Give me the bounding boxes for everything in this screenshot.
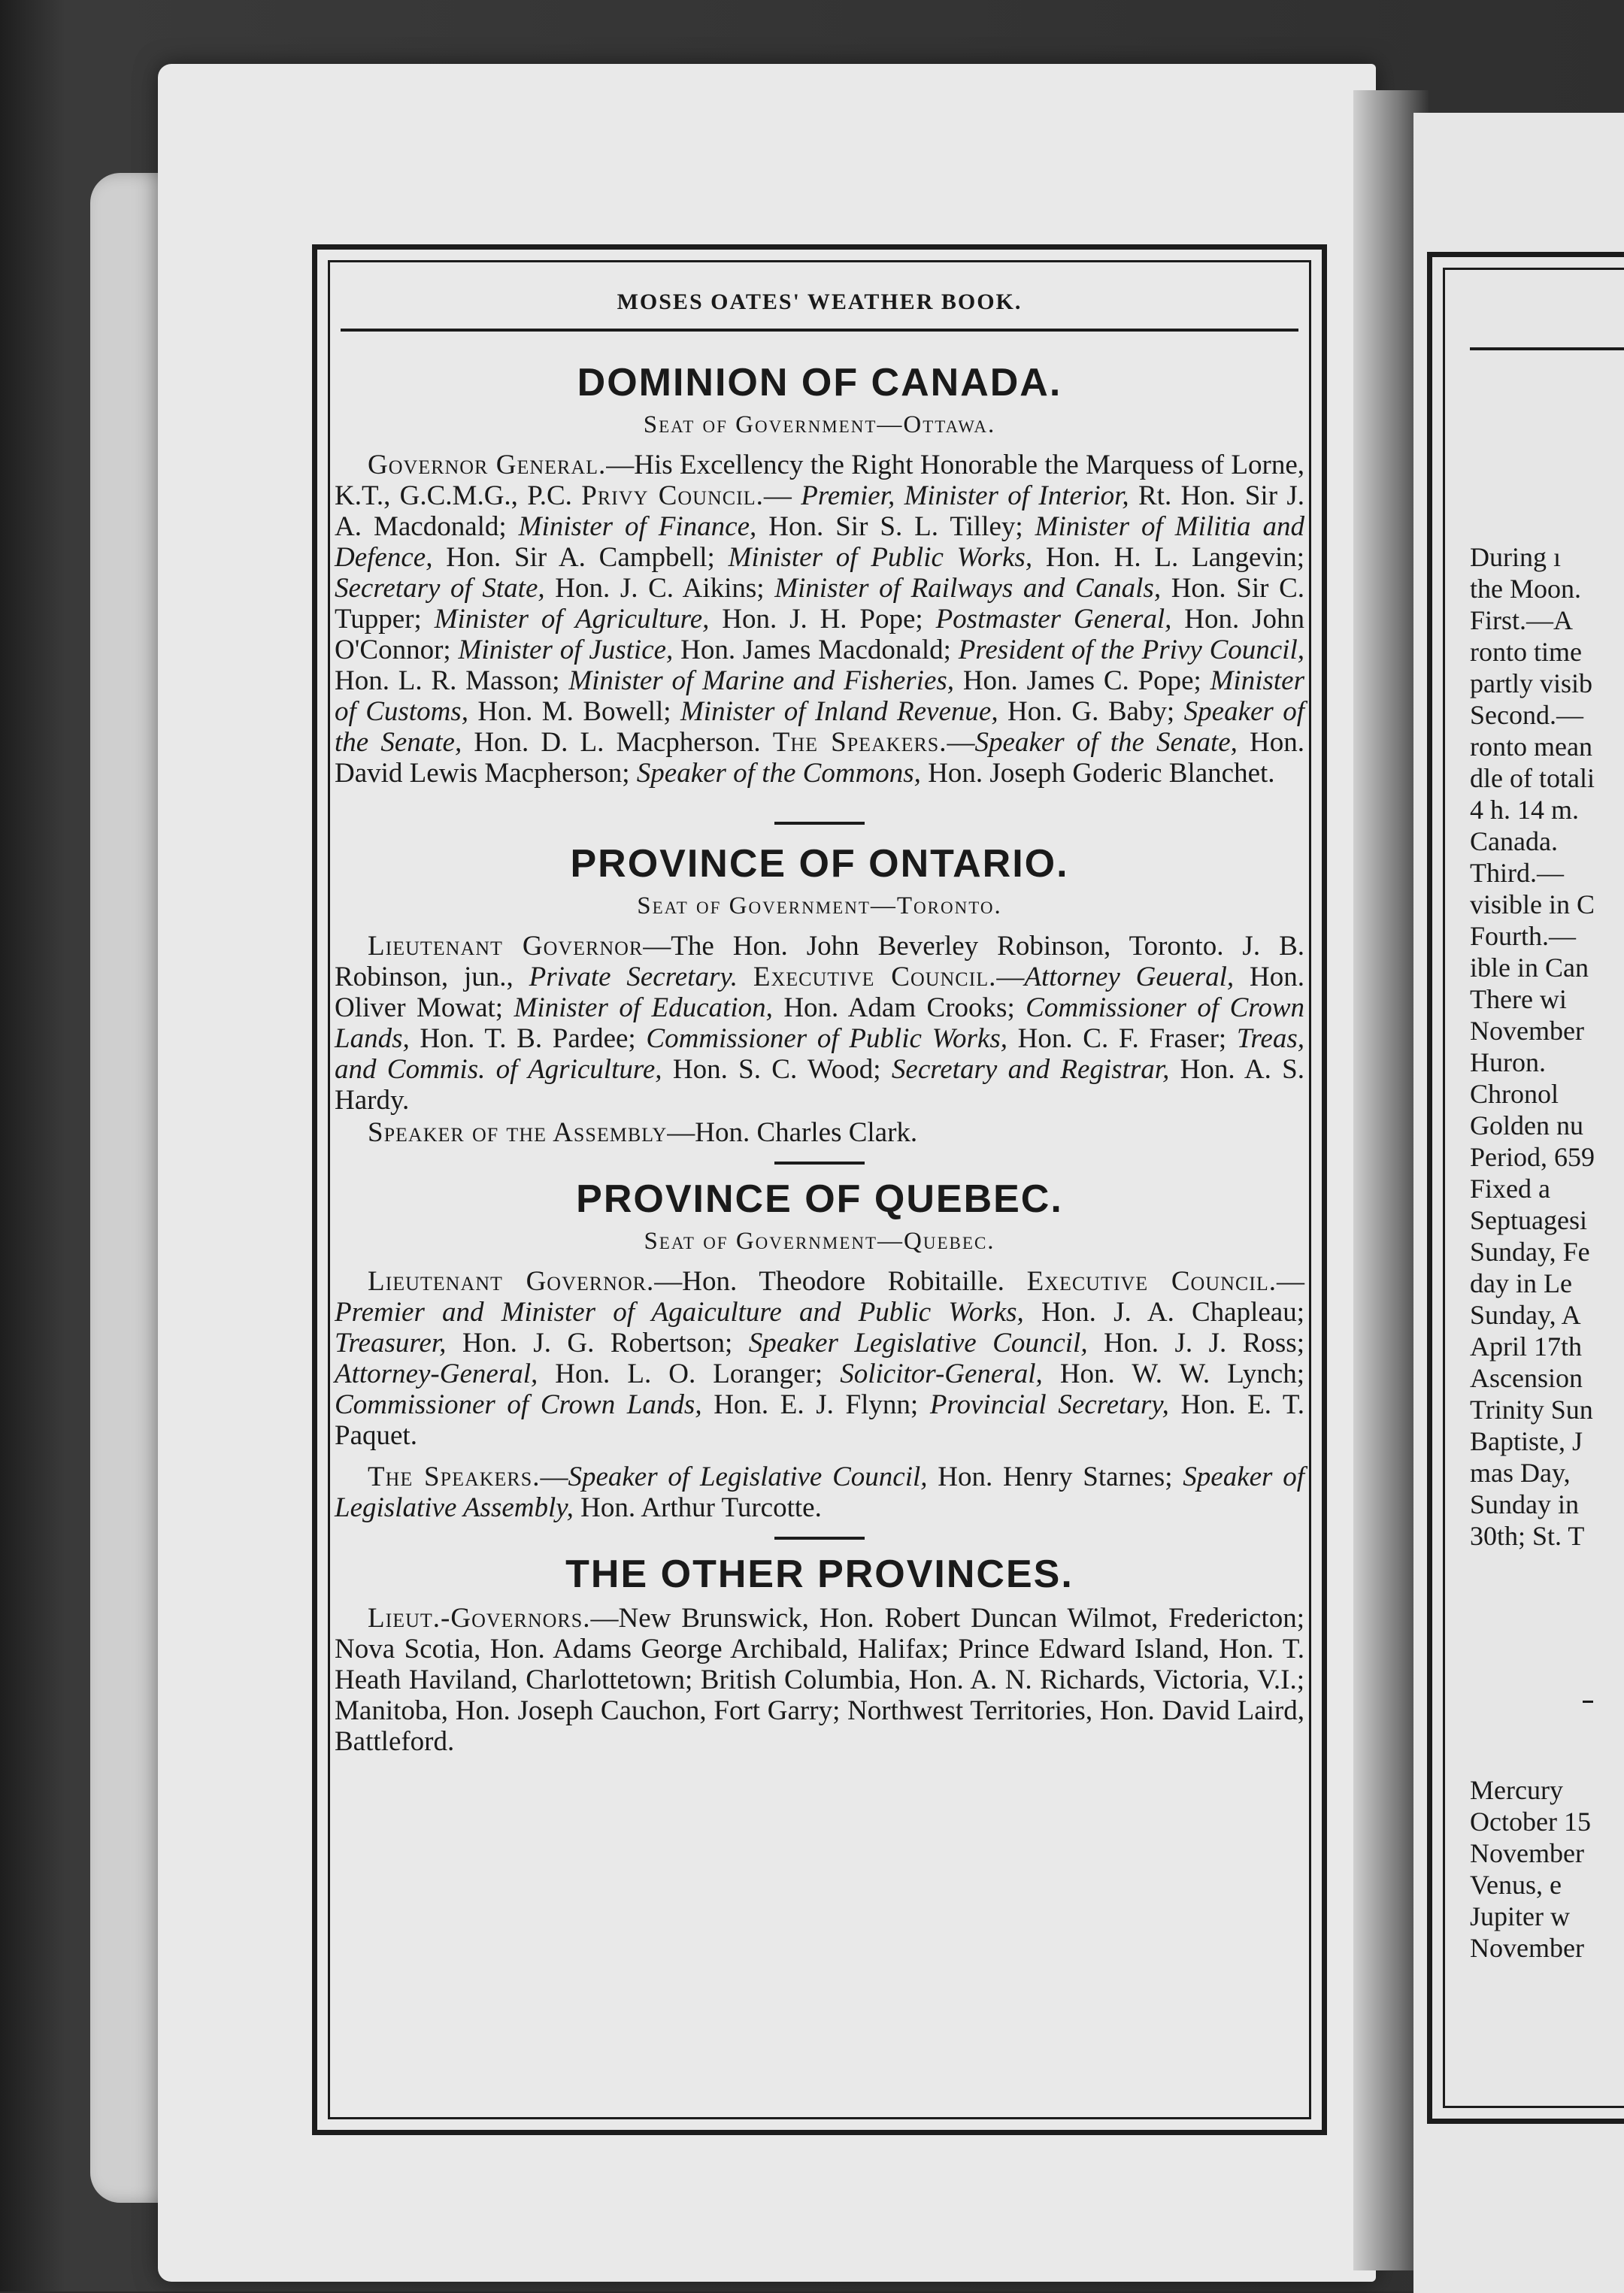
text-run: Hon. J. G. Robertson; <box>446 1328 749 1359</box>
text-run: The Speakers. <box>772 727 947 758</box>
text-run: Hon. Sir S. L. Tilley; <box>756 511 1035 542</box>
right-page-line: ible in Can <box>1470 953 1589 983</box>
right-page-line: November <box>1470 1838 1584 1868</box>
text-run: Hon. Henry Starnes; <box>927 1462 1183 1492</box>
section-separator <box>774 822 865 825</box>
right-page-line: Mercury <box>1470 1775 1563 1805</box>
section-dominion <box>335 360 1304 789</box>
right-page-line: day in Le <box>1470 1268 1572 1298</box>
text-run: Attorney Geueral, <box>1024 962 1235 992</box>
text-run: Speaker of the Senate, <box>335 696 1305 758</box>
text-run: —The Hon. John Beverley Robinson, Toronto. J. B. Robinson, jun., <box>335 931 1304 992</box>
right-page-line: Third.— <box>1470 858 1564 888</box>
text-run: Speaker of the Assembly <box>368 1117 668 1148</box>
text-run: Commissioner of Crown Lands, <box>335 992 1304 1054</box>
right-page-line: 30th; St. T <box>1470 1521 1585 1551</box>
right-page-line: ronto mean <box>1470 732 1592 762</box>
text-run: — <box>763 480 801 511</box>
right-page-line: Septuagesi <box>1470 1205 1587 1235</box>
text-run: Premier, Minister of Interior, <box>801 480 1129 511</box>
text-run: Lieutenant Governor <box>368 931 644 962</box>
text-run: Hon. Oliver Mowat; <box>335 962 1305 1023</box>
text-run: — <box>947 727 975 758</box>
seat-quebec: Seat of Government—Quebec. <box>644 1228 995 1255</box>
right-page-line: Sunday, A <box>1470 1300 1581 1330</box>
text-run: Speaker of the Senate, <box>974 727 1238 758</box>
text-run: Speaker of Legislative Assembly, <box>335 1462 1304 1523</box>
right-page-line: Sunday, Fe <box>1470 1237 1590 1267</box>
text-run: Hon. J. J. Ross; <box>1087 1328 1304 1359</box>
text-run: Minister of Marine and Fisheries, <box>568 665 955 696</box>
text-run: Hon. S. C. Wood; <box>662 1054 892 1085</box>
text-run: Hon. H. L. Langevin; <box>1032 542 1304 573</box>
text-run: Hon. G. Baby; <box>998 696 1184 727</box>
text-run: Premier and Minister of Agaiculture and Public Works, <box>335 1297 1024 1328</box>
right-page-line: Fixed a <box>1470 1174 1550 1204</box>
text-run: Treas, and Commis. of Agriculture, <box>335 1023 1305 1085</box>
text-run: Hon. Joseph Goderic Blanchet. <box>920 758 1275 789</box>
section-other-provinces <box>335 1552 1304 1757</box>
right-page-line: Fourth.— <box>1470 921 1577 951</box>
text-run: Rt. Hon. Sir J. A. Macdonald; <box>335 480 1305 542</box>
text-run: Speaker of Legislative Council, <box>568 1462 928 1492</box>
right-page-line: mas Day, <box>1470 1458 1571 1488</box>
right-page-line: Golden nu <box>1470 1110 1583 1140</box>
section-separator <box>774 1162 865 1165</box>
text-run: Secretary and Registrar, <box>891 1054 1170 1085</box>
right-page-line: 4 h. 14 m. <box>1470 795 1580 825</box>
right-page-line: Trinity Sun <box>1470 1395 1593 1425</box>
text-run: Postmaster General, <box>935 604 1172 635</box>
section-title-other: THE OTHER PROVINCES. <box>565 1552 1074 1596</box>
text-run: Hon. L. O. Loranger; <box>538 1359 841 1389</box>
section-title-quebec: PROVINCE OF QUEBEC. <box>576 1177 1063 1221</box>
text-run: Hon. John O'Connor; <box>335 604 1305 665</box>
text-run: Minister of Education, <box>514 992 773 1023</box>
text-run: Private Secretary. <box>529 962 738 992</box>
text-run: Hon. James C. Pope; <box>954 665 1210 696</box>
text-run: Hon. A. S. Hardy. <box>335 1054 1304 1116</box>
right-page-line: visible in C <box>1470 889 1595 919</box>
text-run: Hon. Adam Crooks; <box>772 992 1026 1023</box>
text-run: Hon. Sir C. Tupper; <box>335 573 1305 635</box>
text-run: Speaker Legislative Council, <box>748 1328 1088 1359</box>
text-run: Minister of Public Works, <box>728 542 1033 573</box>
right-page-line: Canada. <box>1470 826 1558 856</box>
text-run: Minister of Militia and Defence, <box>335 511 1304 573</box>
right-page-line: Chronol <box>1470 1079 1559 1109</box>
text-run: Hon. T. B. Pardee; <box>409 1023 647 1054</box>
text-run: Minister of Customs, <box>335 665 1304 727</box>
text-run: Executive Council. <box>1026 1266 1277 1297</box>
text-run: Hon. James Macdonald; <box>673 635 959 665</box>
right-page-line: April 17th <box>1470 1331 1582 1362</box>
right-page-line: the Moon. <box>1470 574 1581 604</box>
header-rule <box>341 329 1298 332</box>
text-run: The Speakers. <box>368 1462 541 1492</box>
right-page-line: Jupiter w <box>1470 1901 1570 1931</box>
right-page-line: Ascension <box>1470 1363 1583 1393</box>
page-content <box>335 289 1304 1757</box>
seat-ontario: Seat of Government—Toronto. <box>637 892 1002 919</box>
right-page-text-bottom <box>1470 1774 1624 1964</box>
text-run: Hon. M. Bowell; <box>468 696 680 727</box>
paragraph-ontario <box>335 931 1304 1116</box>
text-run: Treasurer, <box>335 1328 447 1359</box>
text-run: Hon. D. L. Macpherson. <box>462 727 773 758</box>
text-run: Hon. L. R. Masson; <box>335 665 569 696</box>
running-head: MOSES OATES' WEATHER BOOK. <box>617 289 1023 314</box>
right-page-line: Baptiste, J <box>1470 1426 1583 1456</box>
right-page-line: dle of totali <box>1470 763 1595 793</box>
text-run: Hon. E. T. Paquet. <box>335 1389 1305 1451</box>
text-run: — <box>1277 1266 1304 1297</box>
right-page-text-top <box>1470 541 1624 1552</box>
text-run: —New Brunswick, Hon. Robert Duncan Wilmot, Fredericton; Nova Scotia, Hon. Adams George Archibald, Halifax; Prince Edward Island, Hon. T. Heath Haviland, Charlottetown; British Columbia, Hon. A. N. Richards, Victoria, V.I.; Manitoba, Hon. Joseph Cauchon, Fort Garry; Northwest Territories, Hon. David Laird, Battleford. <box>335 1603 1304 1757</box>
text-run: Commissioner of Crown Lands, <box>335 1389 702 1420</box>
text-run: Minister of Agriculture, <box>434 604 710 635</box>
text-run: Hon. David Lewis Macpherson; <box>335 727 1305 789</box>
right-page-line: partly visib <box>1470 668 1592 698</box>
right-page-line: There wi <box>1470 984 1567 1014</box>
text-run: Speaker of the Commons, <box>636 758 921 789</box>
right-page-line: First.—A <box>1470 605 1574 635</box>
text-run: Hon. W. W. Lynch; <box>1042 1359 1304 1389</box>
text-run: Lieut.-Governors. <box>368 1603 591 1634</box>
text-run: Hon. C. F. Fraser; <box>1007 1023 1237 1054</box>
text-run: Hon. J. A. Chapleau; <box>1023 1297 1304 1328</box>
text-run: Minister of Finance, <box>518 511 757 542</box>
text-run: Governor General. <box>368 450 607 480</box>
text-run: Commissioner of Public Works, <box>646 1023 1007 1054</box>
right-page-line: October 15 <box>1470 1807 1591 1837</box>
paragraph-other <box>335 1603 1304 1757</box>
right-page-line: Second.— <box>1470 700 1583 730</box>
section-ontario <box>335 841 1304 1148</box>
section-title-dominion: DOMINION OF CANADA. <box>577 361 1062 404</box>
text-run: Hon. E. J. Flynn; <box>701 1389 930 1420</box>
right-page-header-rule <box>1470 347 1624 350</box>
text-run: —His Excellency the Right Honorable the Marquess of Lorne, K.T., G.C.M.G., P.C. <box>335 450 1304 511</box>
text-run: Secretary of State, <box>335 573 545 604</box>
text-run: Hon. Sir A. Campbell; <box>432 542 729 573</box>
text-run: —Hon. Charles Clark. <box>667 1117 918 1148</box>
section-quebec <box>335 1177 1304 1523</box>
text-run: President of the Privy Council, <box>958 635 1304 665</box>
paragraph-quebec <box>335 1266 1304 1451</box>
paragraph-dominion <box>335 450 1304 789</box>
paragraph-quebec-speakers <box>335 1462 1304 1523</box>
text-run: Hon. J. C. Aikins; <box>544 573 775 604</box>
text-run: —Hon. Theodore Robitaille. <box>654 1266 1027 1297</box>
section-title-ontario: PROVINCE OF ONTARIO. <box>570 842 1069 886</box>
right-page-line: November <box>1470 1933 1584 1963</box>
right-page-line: During ı <box>1470 542 1561 572</box>
seat-dominion: Seat of Government—Ottawa. <box>643 411 996 438</box>
right-page-line: Venus, e <box>1470 1870 1562 1900</box>
right-page-line: Huron. <box>1470 1047 1546 1077</box>
right-page-line: November <box>1470 1016 1584 1046</box>
text-run: Minister of Inland Revenue, <box>680 696 998 727</box>
paragraph-ontario-speaker <box>335 1117 1304 1148</box>
text-run: — <box>540 1462 568 1492</box>
right-page-dash <box>1583 1701 1593 1703</box>
text-run: Lieutenant Governor. <box>368 1266 655 1297</box>
text-run: Hon. Arthur Turcotte. <box>573 1492 822 1523</box>
text-run: Hon. J. H. Pope; <box>709 604 936 635</box>
text-run: Provincial Secretary, <box>929 1389 1169 1420</box>
text-run: — <box>996 962 1025 992</box>
right-page-line: Period, 659 <box>1470 1142 1595 1172</box>
text-run: Minister of Railways and Canals, <box>774 573 1162 604</box>
right-page-line: Sunday in <box>1470 1489 1580 1519</box>
text-run: Attorney-General, <box>335 1359 538 1389</box>
text-run <box>738 962 753 992</box>
text-run: Executive Council. <box>753 962 997 992</box>
section-separator <box>774 1537 865 1540</box>
text-run: Privy Council. <box>581 480 764 511</box>
text-run: Minister of Justice, <box>458 635 674 665</box>
right-page-line: ronto time <box>1470 637 1582 667</box>
text-run: Solicitor-General, <box>840 1359 1043 1389</box>
